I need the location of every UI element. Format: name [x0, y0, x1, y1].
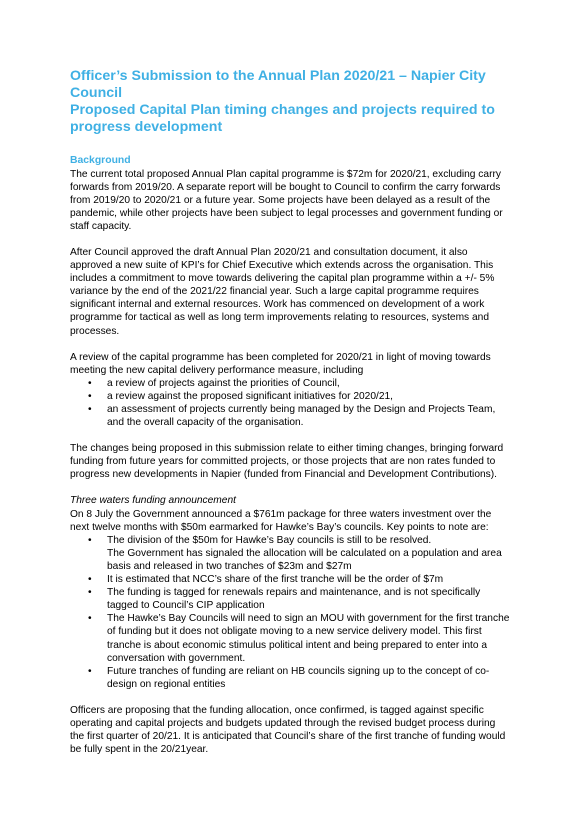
bullet-icon: • [88, 404, 92, 415]
bullet-icon: • [88, 390, 92, 402]
list-item: • Future tranches of funding are reliant on HB councils signing up to the concept of co-design on regional entities [88, 665, 490, 690]
list-item: • an assessment of projects currently being managed by the Design and Projects Team, and the overall capacity of the organisation. [88, 404, 496, 429]
spacer [70, 429, 510, 442]
paragraph-5: On 8 July the Government announced a $761m package for three waters investment over the next twelve months with $50m earmarked for Hawke’s Bay’s councils. Key points to note are: [70, 508, 492, 533]
bullet-icon: • [88, 613, 92, 625]
paragraph-1: The current total proposed Annual Plan capital programme is $72m for 2020/21, excluding carry forwards from 2019/20. A separate report will be bought to Council to confirm the carry forwards from 2019/20 to 2020/21 or a future year. Some projects have been delayed as a result of the pandemic, while other projects have been subject to legal processes and government funding or staff capacity. [70, 168, 503, 232]
spacer [70, 338, 510, 351]
spacer [70, 481, 510, 494]
document-title: Officer’s Submission to the Annual Plan 2020/21 – Napier City Council [70, 68, 486, 101]
list-item: • a review of projects against the priorities of Council, [88, 377, 340, 389]
bullet-icon: • [88, 665, 92, 677]
review-bullet-list [70, 377, 510, 429]
document-page [70, 68, 510, 756]
background-heading: Background [70, 155, 131, 166]
list-item: • It is estimated that NCC’s share of the first tranche will be the order of $7m [88, 574, 444, 586]
waters-bullet-list [70, 534, 510, 691]
paragraph-4: The changes being proposed in this submission relate to either timing changes, bringing forward funding from future years for committed projects, or those projects that are non rates funded to progress new developments in Napier (funded from Financial and Development Contributions). [70, 443, 504, 481]
list-item: • The funding is tagged for renewals repairs and maintenance, and is not specifically tagged to Council’s CIP application [88, 587, 481, 612]
spacer [70, 691, 510, 704]
list-item: • The division of the $50m for Hawke’s Bay councils is still to be resolved. The Government has signaled the allocation will be calculated on a population and area basis and released in two tranches of $23m and $27m [88, 534, 502, 572]
bullet-icon: • [88, 574, 92, 586]
bullet-icon: • [88, 534, 92, 546]
document-subtitle: Proposed Capital Plan timing changes and projects required to progress development [70, 102, 495, 135]
paragraph-2: After Council approved the draft Annual Plan 2020/21 and consultation document, it also approved a new suite of KPI’s for Chief Executive which extends across the organisation. This includes a commitment to move towards delivering the capital plan programme within a +/- 5% variance by the end of the 2021/22 financial year. Such a large capital programme requires significant internal and external resources. Work has commenced on development of a work programme for tactical as well as long term improvements relating to resources, systems and processes. [70, 246, 495, 337]
bullet-icon: • [88, 377, 92, 389]
list-item: • The Hawke’s Bay Councils will need to sign an MOU with government for the first tranche of funding but it does not obligate moving to a new service delivery model. This first tranche is about economic stimulus political intent and being prepared to enter into a conversation with government. [88, 613, 510, 664]
three-waters-heading: Three waters funding announcement [70, 495, 236, 507]
bullet-icon: • [88, 587, 92, 599]
list-item: • a review against the proposed significant initiatives for 2020/21, [88, 390, 393, 402]
paragraph-3: A review of the capital programme has been completed for 2020/21 in light of moving towards meeting the new capital delivery performance measure, including [70, 351, 491, 376]
paragraph-6: Officers are proposing that the funding allocation, once confirmed, is tagged against specific operating and capital projects and budgets updated through the revised budget process during the first quarter of 20/21. It is anticipated that Council’s share of the first tranche of funding would be fully spent in the 20/21year. [70, 704, 506, 756]
spacer [70, 233, 510, 246]
